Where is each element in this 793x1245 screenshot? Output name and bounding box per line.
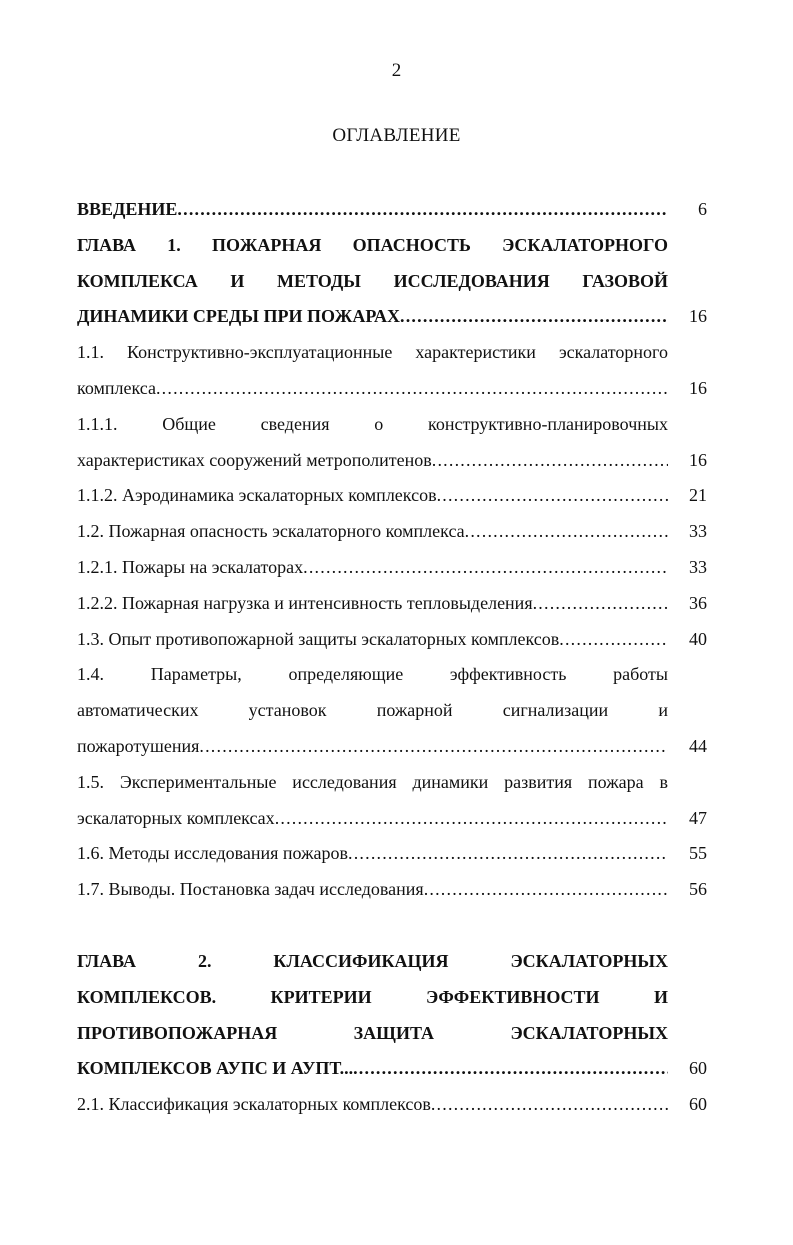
toc-entry-line: [77, 335, 668, 371]
toc-entry-line: [77, 407, 668, 443]
toc-entry-title: [77, 192, 668, 228]
toc-entry-text: ПРОТИВОПОЖАРНАЯ ЗАЩИТА ЭСКАЛАТОРНЫХ: [77, 1022, 668, 1043]
toc-entry-text: характеристиках сооружений метрополитенов: [77, 449, 432, 470]
toc-entry[interactable]: [77, 944, 707, 1087]
toc-entry-text: эскалаторных комплексах: [77, 807, 275, 828]
toc-entry-line: [77, 944, 668, 980]
toc-entry-text: КОМПЛЕКСОВ. КРИТЕРИИ ЭФФЕКТИВНОСТИ И: [77, 986, 668, 1007]
toc-entry-line: [77, 1016, 668, 1052]
dot-leader: [348, 836, 668, 872]
toc-page-number: 47: [689, 807, 707, 828]
toc-entry-title: [77, 514, 668, 550]
dot-leader: [437, 478, 668, 514]
toc-page-number: 55: [689, 843, 707, 864]
toc-entry-title: [77, 872, 668, 908]
toc-entry[interactable]: [77, 657, 707, 764]
dot-leader: [353, 1051, 668, 1087]
toc-entry-line: [77, 801, 668, 837]
toc-entry-line: [77, 586, 668, 622]
toc-entry-text: 1.1.1. Общие сведения о конструктивно-планировочных: [77, 413, 668, 434]
toc-entry-text: ВВЕДЕНИЕ: [77, 199, 178, 219]
toc-page-number: 60: [689, 1058, 707, 1079]
dot-leader: [432, 443, 668, 479]
toc-entry[interactable]: [77, 550, 707, 586]
toc-entry-text: комплекса: [77, 377, 156, 398]
toc-entry-line: [77, 980, 668, 1016]
toc-page-number: 16: [689, 449, 707, 470]
toc-entry-line: [77, 299, 668, 335]
toc-entry-title: [77, 765, 668, 837]
toc-entry-text: 1.1. Конструктивно-эксплуатационные характеристики эскалаторного: [77, 342, 668, 363]
toc-page-number: 60: [689, 1094, 707, 1115]
toc-page-number: 44: [689, 735, 707, 756]
toc-entry-line: [77, 371, 668, 407]
toc-entry-line: [77, 836, 668, 872]
toc-entry[interactable]: [77, 622, 707, 658]
toc-page-number: 16: [689, 377, 707, 398]
dot-leader: [431, 1087, 668, 1123]
toc-entry-line: [77, 514, 668, 550]
toc-entry[interactable]: [77, 514, 707, 550]
toc-entry-line: [77, 765, 668, 801]
toc-entry-title: [77, 657, 668, 764]
toc-entry-text: 2.1. Классификация эскалаторных комплексов: [77, 1094, 431, 1115]
toc-entry-title: [77, 622, 668, 658]
page-number: 2: [391, 60, 402, 81]
toc-entry-line: [77, 192, 668, 228]
toc-entry-text: КОМПЛЕКСОВ АУПС И АУПТ...: [77, 1058, 354, 1079]
toc-entry-line: [77, 478, 668, 514]
toc-entry-text: 1.4. Параметры, определяющие эффективность работы: [77, 664, 668, 685]
toc-entry-title: [77, 228, 668, 335]
dot-leader: [275, 801, 668, 837]
toc-entry-title: [77, 586, 668, 622]
toc-entry-text: 1.5. Экспериментальные исследования динамики развития пожара в: [77, 771, 668, 792]
toc-entry-text: 1.2.1. Пожары на эскалаторах: [77, 556, 304, 577]
toc-entry[interactable]: [77, 335, 707, 407]
toc-entry-text: ГЛАВА 1. ПОЖАРНАЯ ОПАСНОСТЬ ЭСКАЛАТОРНОГО: [77, 234, 668, 255]
dot-leader: [533, 586, 668, 622]
toc-page-number: 56: [689, 879, 707, 900]
toc-entry-line: [77, 1087, 668, 1123]
toc-page-number: 33: [689, 556, 707, 577]
toc-entry-text: 1.1.2. Аэродинамика эскалаторных комплексов: [77, 485, 437, 506]
toc-page-number: 16: [689, 306, 707, 327]
toc-entry-line: [77, 1051, 668, 1087]
toc-entry-line: [77, 228, 668, 264]
toc-entry-text: пожаротушения: [77, 735, 200, 756]
toc-entry-line: [77, 729, 668, 765]
toc-entry[interactable]: [77, 836, 707, 872]
toc-entry-text: ДИНАМИКИ СРЕДЫ ПРИ ПОЖАРАХ: [77, 306, 401, 327]
toc-entry-line: [77, 622, 668, 658]
dot-leader: [303, 550, 668, 586]
toc-entry-title: [77, 944, 668, 1087]
dot-leader: [400, 299, 668, 335]
toc-page-number: 33: [689, 521, 707, 542]
toc-entry-title: [77, 478, 668, 514]
toc-entry-line: [77, 264, 668, 300]
dot-leader: [559, 622, 668, 658]
toc-entry-text: 1.3. Опыт противопожарной защиты эскалаторных комплексов: [77, 628, 560, 649]
toc-entry-title: [77, 335, 668, 407]
toc-entry-line: [77, 872, 668, 908]
toc-entry[interactable]: [77, 478, 707, 514]
toc-page-number: 6: [698, 199, 707, 219]
toc-entry-title: [77, 1087, 668, 1123]
toc-entry[interactable]: [77, 872, 707, 908]
toc-entry-line: [77, 443, 668, 479]
toc-entry[interactable]: [77, 1087, 707, 1123]
toc-entry[interactable]: [77, 192, 707, 228]
toc-entry-text: 1.6. Методы исследования пожаров: [77, 843, 349, 864]
toc-entry-text: КОМПЛЕКСА И МЕТОДЫ ИССЛЕДОВАНИЯ ГАЗОВОЙ: [77, 270, 668, 291]
table-of-contents: [77, 192, 707, 1123]
toc-page-number: 40: [689, 628, 707, 649]
toc-entry[interactable]: [77, 765, 707, 837]
toc-entry-text: 1.7. Выводы. Постановка задач исследования: [77, 879, 424, 900]
toc-entry-title: [77, 407, 668, 479]
toc-entry[interactable]: [77, 228, 707, 335]
toc-entry-text: автоматических установок пожарной сигнализации и: [77, 700, 668, 721]
toc-entry-line: [77, 693, 668, 729]
dot-leader: [465, 514, 668, 550]
dot-leader: [424, 872, 668, 908]
toc-entry-line: [77, 550, 668, 586]
toc-entry-title: [77, 836, 668, 872]
toc-entry-text: ГЛАВА 2. КЛАССИФИКАЦИЯ ЭСКАЛАТОРНЫХ: [77, 950, 668, 971]
toc-entry-line: [77, 657, 668, 693]
toc-entry-text: 1.2. Пожарная опасность эскалаторного комплекса: [77, 521, 465, 542]
dot-leader: [156, 371, 668, 407]
toc-page-number: 36: [689, 592, 707, 613]
toc-entry[interactable]: [77, 586, 707, 622]
dot-leader: [177, 192, 668, 228]
toc-entry-title: [77, 550, 668, 586]
toc-entry[interactable]: [77, 407, 707, 479]
dot-leader: [199, 729, 668, 765]
toc-entry-text: 1.2.2. Пожарная нагрузка и интенсивность тепловыделения: [77, 592, 533, 613]
toc-page-number: 21: [689, 485, 707, 506]
toc-title: ОГЛАВЛЕНИЕ: [332, 125, 461, 146]
